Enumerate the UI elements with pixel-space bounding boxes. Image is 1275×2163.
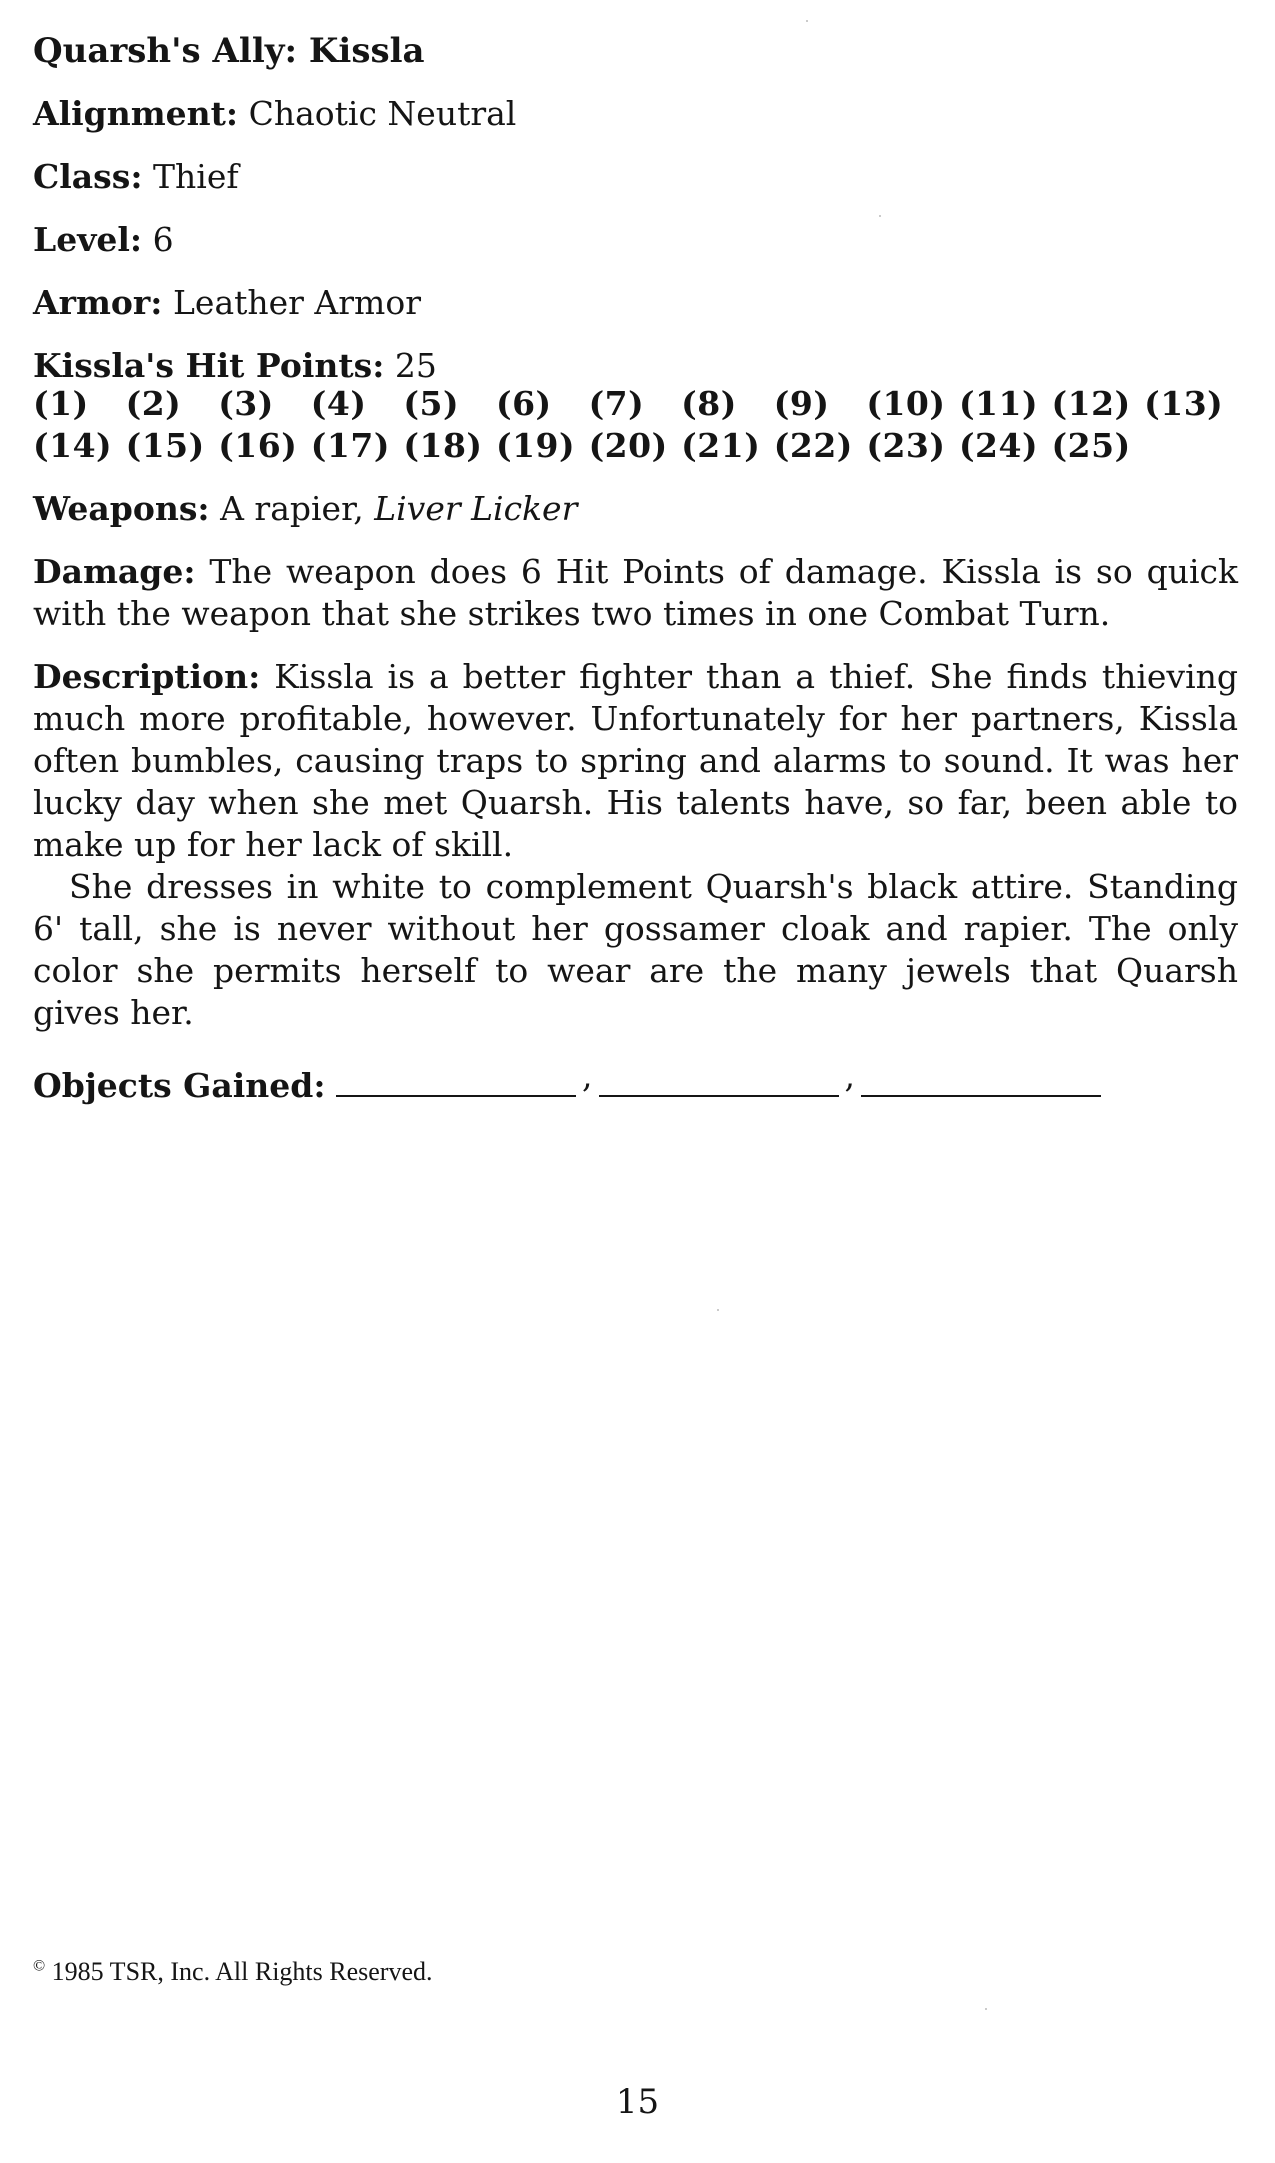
- copyright-text: 1985 TSR, Inc. All Rights Reserved.: [51, 1957, 433, 1986]
- description-text-1: Kissla is a better fighter than a thief. She finds thieving much more profitable, however. Unfortunately for her partners, Kissla often bumbles, causing traps to spring and alarms to sound. It was her lucky day when she met Quarsh. His talents have, so far, been able to make up for her lack of skill.: [33, 657, 1238, 864]
- print-speck: [985, 2008, 987, 2010]
- hit-point-box[interactable]: (9): [773, 384, 830, 423]
- hit-point-box[interactable]: (22): [773, 426, 853, 465]
- hit-points-row: [33, 345, 1238, 387]
- class-value: Thief: [153, 157, 239, 196]
- objects-gained-row: [33, 1055, 1238, 1107]
- print-speck: [806, 20, 808, 22]
- print-speck: [879, 215, 881, 217]
- hit-point-box[interactable]: (18): [403, 426, 483, 465]
- level-label: Level:: [33, 220, 143, 259]
- class-label: Class:: [33, 157, 143, 196]
- armor-label: Armor:: [33, 283, 163, 322]
- hit-point-box[interactable]: (21): [681, 426, 761, 465]
- weapons-row: [33, 488, 1238, 530]
- hit-point-box[interactable]: (4): [310, 384, 367, 423]
- hit-point-box[interactable]: (5): [403, 384, 460, 423]
- hit-point-box[interactable]: (24): [958, 426, 1039, 465]
- hit-point-box[interactable]: (7): [588, 384, 645, 423]
- hit-point-box[interactable]: (15): [125, 426, 205, 465]
- hit-point-box[interactable]: (13): [1144, 384, 1224, 423]
- weapons-label: Weapons:: [33, 489, 210, 528]
- weapon-name: Liver Licker: [374, 489, 578, 528]
- page-number: 15: [615, 2082, 660, 2122]
- hit-point-box[interactable]: (16): [218, 426, 298, 465]
- blank-separator: ,: [582, 1056, 593, 1095]
- description-paragraph-2: She dresses in white to complement Quarsh's black attire. Standing 6' tall, she is never without her gossamer cloak and rapier. The only color she permits herself to wear are the many jewels that Quarsh gives her.: [33, 867, 1238, 1032]
- hit-point-box[interactable]: (25): [1051, 426, 1131, 465]
- level-value: 6: [152, 220, 174, 259]
- hit-point-box[interactable]: (1): [33, 384, 89, 423]
- print-speck: [717, 1309, 719, 1311]
- hit-point-box[interactable]: (19): [495, 426, 576, 465]
- level-row: [33, 219, 1238, 261]
- hit-point-box[interactable]: (11): [958, 384, 1039, 423]
- hit-points-block: [33, 345, 1238, 467]
- object-blank-3[interactable]: [861, 1067, 1101, 1097]
- hit-point-box[interactable]: (6): [495, 384, 552, 423]
- damage-label: Damage:: [33, 552, 196, 591]
- hit-points-label: Kissla's Hit Points:: [33, 346, 385, 385]
- class-row: [33, 156, 1238, 198]
- alignment-label: Alignment:: [33, 94, 239, 133]
- hit-point-box[interactable]: (8): [681, 384, 737, 423]
- object-blank-2[interactable]: [599, 1067, 839, 1097]
- hit-point-box[interactable]: (10): [866, 384, 946, 423]
- alignment-value: Chaotic Neutral: [248, 94, 517, 133]
- blank-separator: ,: [844, 1056, 856, 1095]
- copyright-symbol: ©: [33, 1957, 46, 1975]
- hit-point-tracker: [33, 383, 1238, 467]
- weapons-value: A rapier,: [220, 489, 375, 528]
- copyright-notice: [33, 1957, 433, 1987]
- damage-text: The weapon does 6 Hit Points of damage. Kissla is so quick with the weapon that she strikes two times in one Combat Turn.: [33, 552, 1238, 633]
- description-label: Description:: [33, 657, 261, 696]
- objects-gained-blanks: [336, 1055, 1101, 1097]
- card-title: Quarsh's Ally: Kissla: [33, 31, 425, 71]
- armor-value: Leather Armor: [173, 283, 421, 322]
- description-block: [33, 656, 1238, 1034]
- alignment-row: [33, 93, 1238, 135]
- hit-points-value: 25: [394, 346, 437, 385]
- damage-paragraph: [33, 551, 1238, 635]
- armor-row: [33, 282, 1238, 324]
- description-paragraph-1: [33, 656, 1238, 866]
- hit-point-box[interactable]: (14): [33, 426, 113, 465]
- hit-point-box[interactable]: (3): [218, 384, 274, 423]
- damage-row: [33, 551, 1238, 635]
- character-card: [33, 30, 1238, 1128]
- objects-gained-label: Objects Gained:: [33, 1066, 326, 1105]
- hit-point-box[interactable]: (23): [866, 426, 946, 465]
- hit-point-box[interactable]: (17): [310, 426, 390, 465]
- hit-point-box[interactable]: (2): [125, 384, 182, 423]
- hit-point-box[interactable]: (12): [1051, 384, 1131, 423]
- hit-point-box[interactable]: (20): [588, 426, 668, 465]
- object-blank-1[interactable]: [336, 1067, 576, 1097]
